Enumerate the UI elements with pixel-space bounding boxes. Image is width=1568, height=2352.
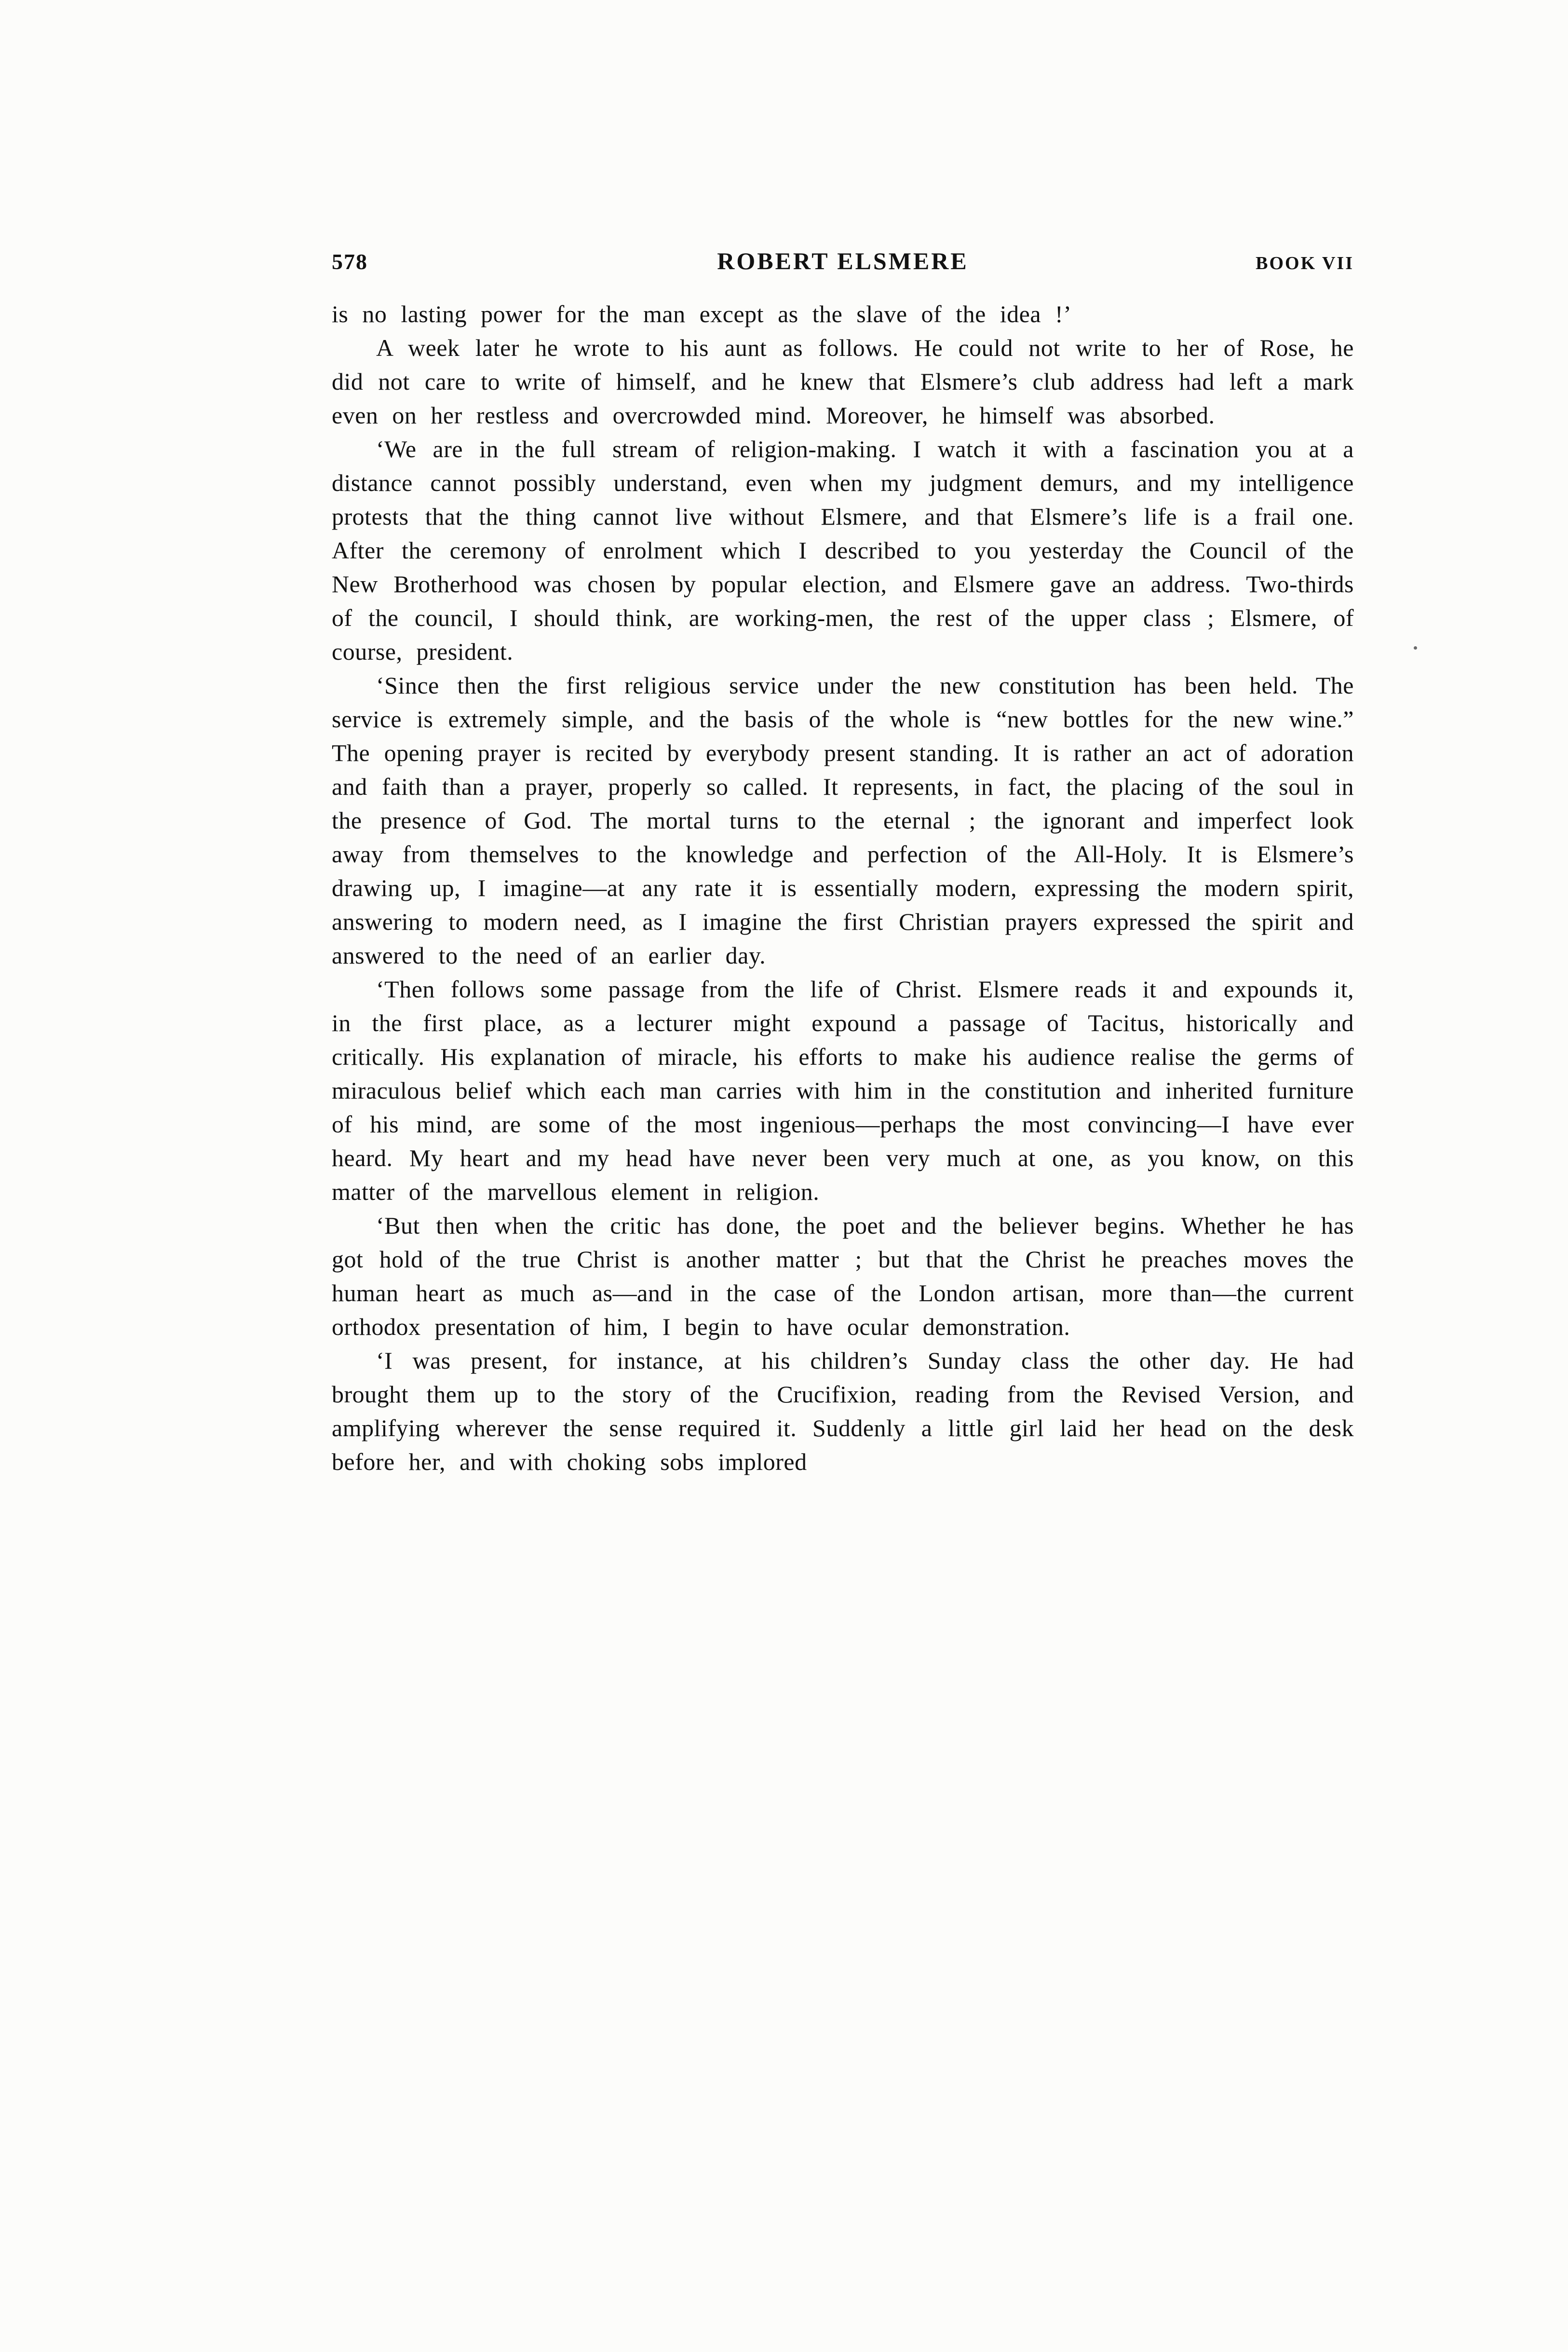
running-title: ROBERT ELSMERE — [717, 247, 969, 274]
book-label: BOOK VII — [1256, 253, 1354, 273]
scan-speck-artifact — [1414, 646, 1417, 650]
paragraph: A week later he wrote to his aunt as follows. He could not write to her of Rose, he did not care to write of himself, and he knew that Elsmere’s club address had left a mark even on her restless and overcrowded mind. Moreover, he himself was absorbed. — [332, 334, 1354, 429]
paragraph: ‘We are in the full stream of religion-making. I watch it with a fascination you at a distance cannot possibly understand, even when my judgment demurs, and my intelligence protests that the thing cannot live without Elsmere, and that Elsmere’s life is a frail one. After the ceremony of enrolment which I described to you yesterday the Council of the New Brotherhood was chosen by popular election, and Elsmere gave an address. Two-thirds of the council, I should think, are working-men, the rest of the upper class ; Elsmere, of course, president. — [332, 435, 1354, 665]
paragraph: ‘Then follows some passage from the life of Christ. Elsmere reads it and expounds it, in the first place, as a lecturer might expound a passage of Tacitus, historically and critically. His explanation of miracle, his efforts to make his audience realise the germs of miraculous belief which each man carries with him in the constitution and inherited furniture of his mind, are some of the most ingenious—perhaps the most convincing—I have ever heard. My heart and my head have never been very much at one, as you know, on this matter of the marvellous element in religion. — [332, 976, 1354, 1205]
text-block — [332, 247, 1354, 1479]
paragraph: ‘But then when the critic has done, the poet and the believer begins. Whether he has got hold of the true Christ is another matter ; but that the Christ he preaches moves the human heart as much as—and in the case of the London artisan, more than—the current orthodox presentation of him, I begin to have ocular demonstration. — [332, 1212, 1354, 1340]
paragraph: ‘Since then the first religious service under the new constitution has been held. The service is extremely simple, and the basis of the whole is “new bottles for the new wine.” The opening prayer is recited by everybody present standing. It is rather an act of adoration and faith than a prayer, properly so called. It represents, in fact, the placing of the soul in the presence of God. The mortal turns to the eternal ; the ignorant and imperfect look away from themselves to the knowledge and perfection of the All-Holy. It is Elsmere’s drawing up, I imagine—at any rate it is essentially modern, expressing the modern spirit, answering to modern need, as I imagine the first Christian prayers expressed the spirit and answered to the need of an earlier day. — [332, 672, 1354, 969]
paragraph-continuation: is no lasting power for the man except as the slave of the idea !’ — [332, 300, 1072, 327]
page-number: 578 — [332, 249, 368, 274]
page-body — [332, 297, 1354, 1479]
page-header — [332, 247, 1354, 275]
paragraph: ‘I was present, for instance, at his children’s Sunday class the other day. He had brought them up to the story of the Crucifixion, reading from the Revised Version, and amplifying wherever the sense required it. Suddenly a little girl laid her head on the desk before her, and with choking sobs implored — [332, 1347, 1354, 1475]
